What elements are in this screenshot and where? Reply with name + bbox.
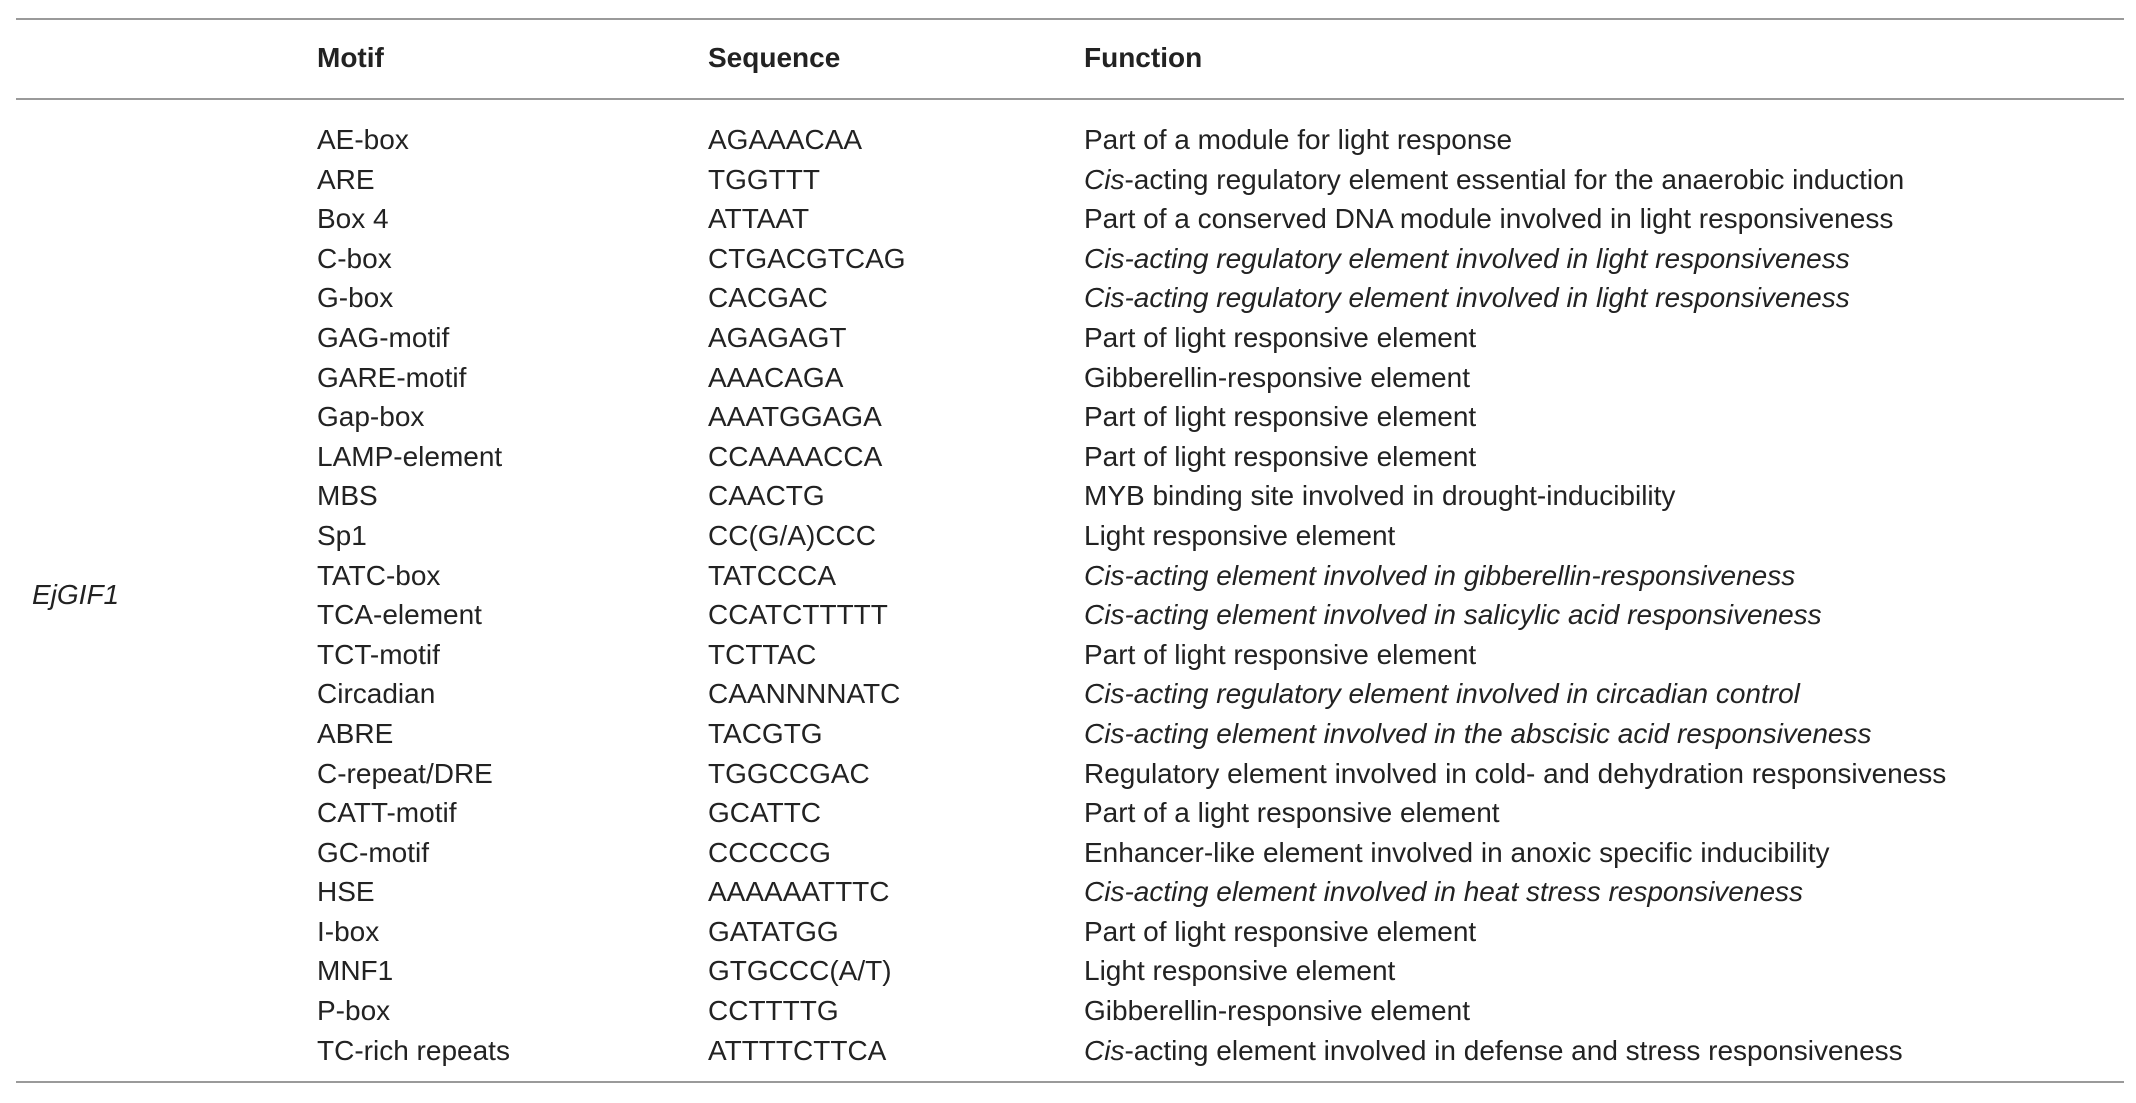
table-row	[16, 597, 2124, 637]
table-row	[16, 162, 2124, 202]
motif-cell: AE-box	[317, 124, 409, 155]
header-rule	[16, 98, 2124, 100]
function-italic-text: Cis-acting element involved in salicylic acid responsiveness	[1084, 599, 1822, 631]
function-cell	[1084, 597, 1822, 633]
function-cell	[1084, 637, 1476, 673]
table-row	[16, 835, 2124, 875]
function-text: Light responsive element	[1084, 519, 1396, 551]
motif-cell: C-repeat/DRE	[317, 757, 493, 789]
sequence-cell: TGGTTT	[708, 163, 820, 195]
motif-cell: GARE-motif	[317, 361, 467, 393]
motif-cell: HSE	[317, 876, 375, 908]
table-row	[16, 439, 2124, 479]
table-row	[16, 993, 2124, 1033]
function-cell	[1084, 756, 1946, 792]
motif-cell: C-box	[317, 242, 392, 274]
function-text: Gibberellin-responsive element	[1084, 995, 1470, 1027]
header-function: Function	[1084, 42, 1203, 73]
function-text: Part of light responsive element	[1084, 321, 1477, 353]
function-cell	[1084, 993, 1470, 1029]
function-italic-text: Cis-acting element involved in gibberellin-responsiveness	[1084, 559, 1796, 591]
table-row	[16, 518, 2124, 558]
motif-cell: Box 4	[317, 203, 389, 235]
motif-cell: Sp1	[317, 519, 367, 551]
table-row	[16, 676, 2124, 716]
table-row	[16, 478, 2124, 518]
sequence-cell: GTGCCC(A/T)	[708, 955, 892, 987]
sequence-cell: AAATGGAGA	[708, 401, 882, 433]
motif-cell: TC-rich repeats	[317, 1034, 510, 1066]
function-text: Part of a module for light response	[1084, 124, 1513, 155]
sequence-cell: TCTTAC	[708, 638, 817, 670]
function-cell	[1084, 360, 1470, 396]
function-cell	[1084, 280, 1850, 316]
sequence-cell: ATTAAT	[708, 203, 810, 235]
table-row	[16, 320, 2124, 360]
function-cell	[1084, 241, 1850, 277]
motif-cell: LAMP-element	[317, 440, 503, 472]
sequence-cell: CAACTG	[708, 480, 825, 512]
table-row	[16, 874, 2124, 914]
function-cell	[1084, 162, 1904, 198]
motif-cell: TATC-box	[317, 559, 441, 591]
motif-cell: MBS	[317, 480, 378, 512]
function-cell	[1084, 953, 1395, 989]
motif-cell: I-box	[317, 915, 380, 947]
sequence-cell: CCAAAACCA	[708, 440, 883, 472]
sequence-cell: CCATCTTTTT	[708, 599, 888, 631]
sequence-cell: TATCCCA	[708, 559, 837, 591]
function-italic-text: Cis	[1084, 163, 1125, 195]
function-text: Part of a light responsive element	[1084, 797, 1500, 829]
function-cell	[1084, 835, 1830, 871]
table-row	[16, 953, 2124, 993]
motif-cell: TCA-element	[317, 599, 482, 631]
motif-cell: TCT-motif	[317, 638, 440, 670]
table-row	[16, 716, 2124, 756]
function-cell	[1084, 478, 1675, 514]
table-row	[16, 914, 2124, 954]
sequence-cell: CACGAC	[708, 282, 828, 314]
function-italic-text: Cis-acting element involved in heat stress responsiveness	[1084, 876, 1804, 908]
motif-cell: G-box	[317, 282, 394, 314]
function-italic-text: Cis-acting regulatory element involved in light responsiveness	[1084, 242, 1850, 274]
function-text: Part of light responsive element	[1084, 440, 1477, 472]
function-cell	[1084, 439, 1476, 475]
motif-cell: Gap-box	[317, 401, 425, 433]
function-italic-text: Cis-acting element involved in the abscisic acid responsiveness	[1084, 717, 1872, 749]
table-row	[16, 1033, 2124, 1073]
motif-cell: P-box	[317, 995, 391, 1027]
header-motif: Motif	[317, 42, 384, 73]
function-cell	[1084, 795, 1500, 831]
sequence-cell: CCTTTTG	[708, 995, 839, 1027]
table-row	[16, 122, 2124, 162]
function-cell	[1084, 399, 1476, 435]
function-text: Regulatory element involved in cold- and dehydration responsiveness	[1084, 757, 1947, 789]
motif-cell: GC-motif	[317, 836, 429, 868]
sequence-cell: CAANNNNATC	[708, 678, 901, 710]
function-text: Enhancer-like element involved in anoxic specific inducibility	[1084, 836, 1830, 868]
table-row	[16, 360, 2124, 400]
sequence-cell: TGGCCGAC	[708, 757, 870, 789]
function-text: Part of light responsive element	[1084, 915, 1477, 947]
function-text: MYB binding site involved in drought-inducibility	[1084, 480, 1676, 512]
table-row	[16, 637, 2124, 677]
motif-cell: MNF1	[317, 955, 394, 987]
function-text: Part of light responsive element	[1084, 401, 1477, 433]
function-cell	[1084, 518, 1395, 554]
sequence-cell: GCATTC	[708, 797, 822, 829]
motif-cell: ARE	[317, 163, 375, 195]
table-row	[16, 241, 2124, 281]
motif-cell: CATT-motif	[317, 797, 457, 829]
function-text: Part of light responsive element	[1084, 638, 1477, 670]
table-top-rule	[16, 18, 2124, 20]
function-text: Part of a conserved DNA module involved in light responsiveness	[1084, 203, 1894, 235]
function-cell	[1084, 320, 1476, 356]
table-row	[16, 795, 2124, 835]
table-row	[16, 280, 2124, 320]
sequence-cell: TACGTG	[708, 717, 823, 749]
function-italic-text: Cis-acting regulatory element involved in light responsiveness	[1084, 282, 1850, 314]
sequence-cell: ATTTTCTTCA	[708, 1034, 887, 1066]
function-text: Gibberellin-responsive element	[1084, 361, 1470, 393]
function-text: -acting element involved in defense and stress responsiveness	[1124, 1034, 1903, 1066]
table-row	[16, 756, 2124, 796]
motif-cell: GAG-motif	[317, 321, 450, 353]
function-cell	[1084, 914, 1476, 950]
function-cell	[1084, 874, 1803, 910]
table-bottom-rule	[16, 1081, 2124, 1083]
sequence-cell: CC(G/A)CCC	[708, 519, 876, 551]
sequence-cell: AAAAAATTTC	[708, 876, 890, 908]
motif-cell: Circadian	[317, 678, 436, 710]
function-cell	[1084, 122, 1512, 158]
table-row	[16, 558, 2124, 598]
function-cell	[1084, 201, 1893, 237]
sequence-cell: AGAGAGT	[708, 321, 847, 353]
sequence-cell: CCCCCG	[708, 836, 831, 868]
sequence-cell: CTGACGTCAG	[708, 242, 906, 274]
function-italic-text: Cis-acting regulatory element involved in circadian control	[1084, 678, 1800, 710]
function-text: -acting regulatory element essential for the anaerobic induction	[1124, 163, 1905, 195]
function-cell	[1084, 716, 1872, 752]
function-italic-text: Cis	[1084, 1034, 1125, 1066]
sequence-cell: AGAAACAA	[708, 124, 863, 155]
gene-label: EjGIF1	[32, 579, 120, 610]
sequence-cell: GATATGG	[708, 915, 839, 947]
function-cell	[1084, 558, 1795, 594]
function-cell	[1084, 1033, 1903, 1069]
motif-cell: ABRE	[317, 717, 394, 749]
sequence-cell: AAACAGA	[708, 361, 844, 393]
function-cell	[1084, 676, 1800, 712]
header-sequence: Sequence	[708, 42, 841, 73]
table-body	[16, 122, 2124, 1072]
function-text: Light responsive element	[1084, 955, 1396, 987]
table-row	[16, 201, 2124, 241]
table-row	[16, 399, 2124, 439]
